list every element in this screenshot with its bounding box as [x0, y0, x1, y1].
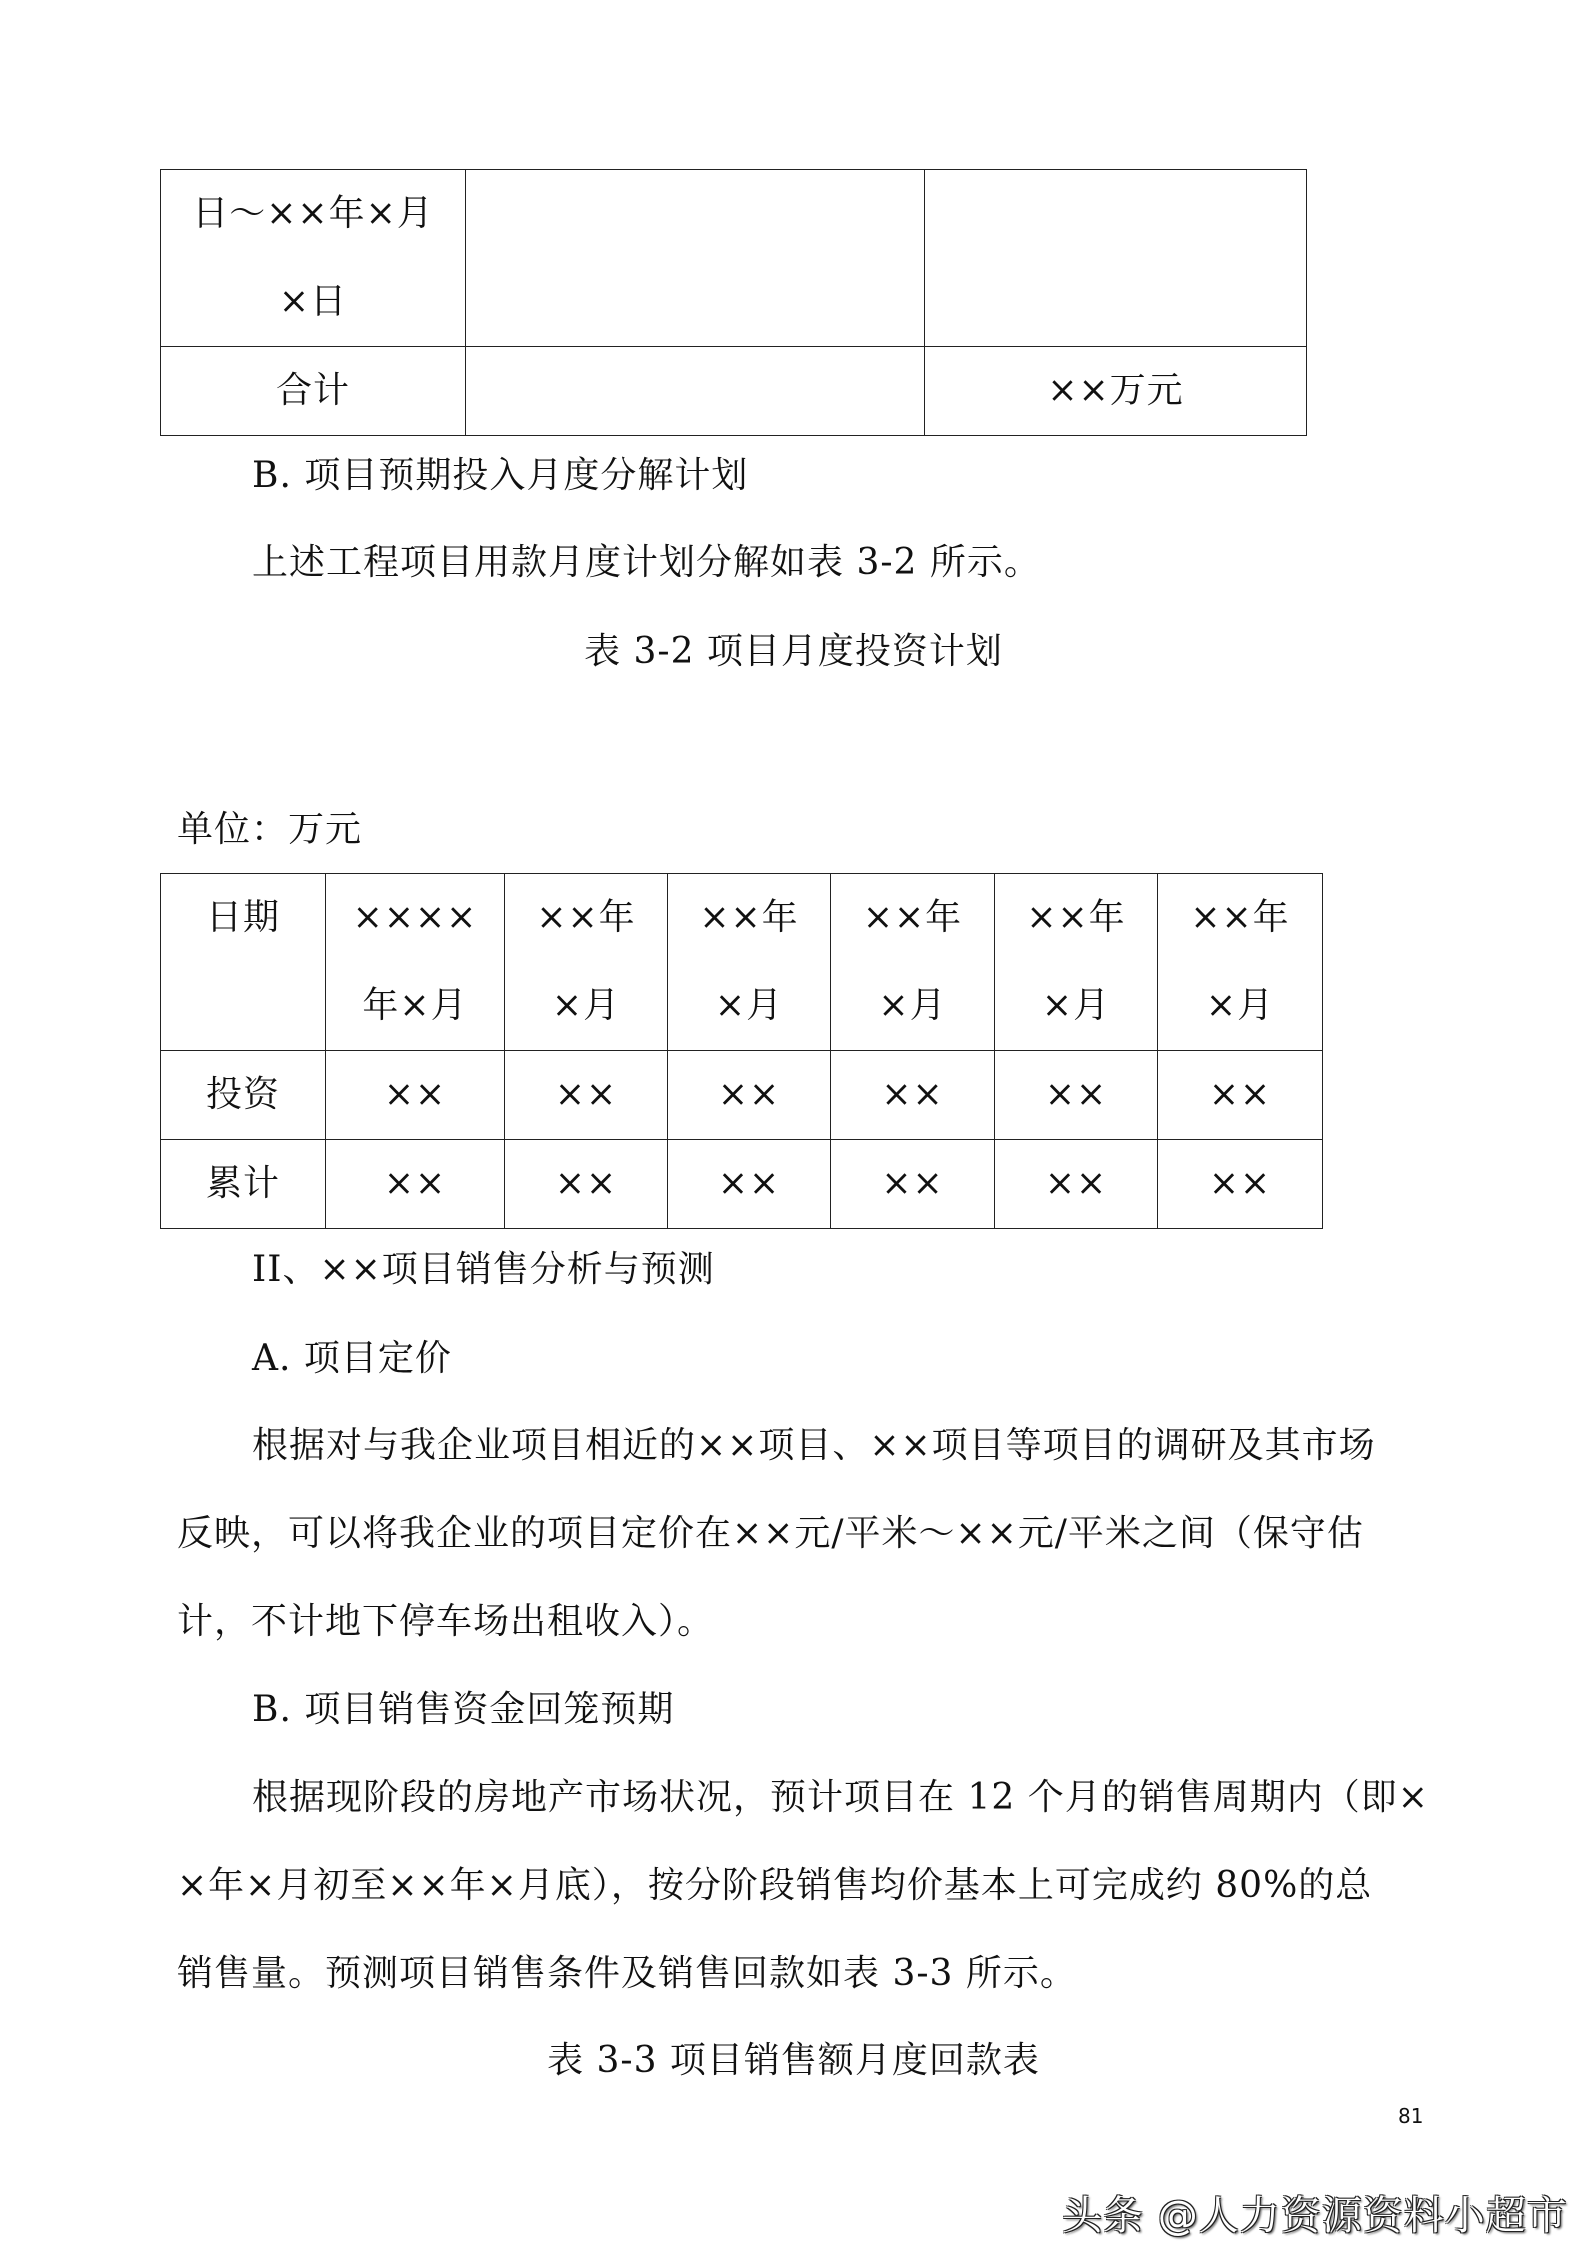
table-3-3-caption: 表 3-3 项目销售额月度回款表: [547, 2040, 1040, 2081]
header-month: [505, 874, 668, 1051]
total-value: ××万元: [925, 347, 1307, 436]
table-row-investment: [161, 1051, 1323, 1140]
cell: [925, 170, 1307, 347]
section-b-heading: B. 项目预期投入月度分解计划: [252, 455, 749, 496]
period-line2: ×日: [278, 281, 348, 322]
total-label: 合计: [161, 347, 466, 436]
header-month: [668, 874, 831, 1051]
table-row: [161, 170, 1307, 347]
month-line2: ×月: [1041, 985, 1111, 1026]
cell: ××: [831, 1140, 995, 1229]
month-line1: ××年: [1026, 897, 1126, 938]
cell: ××: [1158, 1051, 1323, 1140]
month-line1: ××年: [862, 897, 963, 938]
period-cell: [161, 170, 466, 347]
paragraph-line: 根据现阶段的房地产市场状况，预计项目在 12 个月的销售周期内（即×: [252, 1777, 1429, 1818]
cell: ××: [326, 1140, 505, 1229]
cell: ××: [995, 1051, 1158, 1140]
table-3-1-continued: [160, 169, 1307, 436]
section-ii-heading: II、××项目销售分析与预测: [252, 1249, 715, 1290]
cell: ××: [505, 1051, 668, 1140]
month-line2: ×月: [551, 985, 621, 1026]
unit-label: 单位：万元: [177, 809, 363, 850]
month-line2: 年×月: [362, 985, 468, 1026]
header-month: [831, 874, 995, 1051]
row-label: 投资: [161, 1051, 326, 1140]
paragraph-line: ×年×月初至××年×月底），按分阶段销售均价基本上可完成约 80%的总: [177, 1865, 1373, 1906]
cell: ××: [668, 1140, 831, 1229]
table-header-row: [161, 874, 1323, 1051]
cell: ××: [831, 1051, 995, 1140]
month-line2: ×月: [1205, 985, 1275, 1026]
header-date-label: [161, 874, 326, 1051]
cell: ××: [1158, 1140, 1323, 1229]
watermark: 头条 @人力资源资料小超市: [1062, 2193, 1568, 2239]
month-line1: ××年: [1190, 897, 1290, 938]
paragraph-line: 根据对与我企业项目相近的××项目、××项目等项目的调研及其市场: [252, 1425, 1376, 1466]
page-number: 81: [1398, 2104, 1424, 2128]
header-month: [995, 874, 1158, 1051]
month-line2: ×月: [714, 985, 784, 1026]
row-label: 累计: [161, 1140, 326, 1229]
month-line2: ×月: [878, 985, 947, 1026]
table-row-cumulative: [161, 1140, 1323, 1229]
header-month: [1158, 874, 1323, 1051]
table-3-2-caption: 表 3-2 项目月度投资计划: [584, 631, 1003, 672]
paragraph-line: 销售量。预测项目销售条件及销售回款如表 3-3 所示。: [177, 1953, 1077, 1994]
section-ii-a-heading: A. 项目定价: [252, 1338, 452, 1379]
cell: [466, 170, 925, 347]
paragraph-line: 计，不计地下停车场出租收入）。: [177, 1601, 715, 1642]
month-line1: ××年: [536, 897, 636, 938]
cell: ××: [326, 1051, 505, 1140]
cell: ××: [505, 1140, 668, 1229]
cell: [466, 347, 925, 436]
section-ii-b-heading: B. 项目销售资金回笼预期: [252, 1689, 675, 1730]
cell: ××: [668, 1051, 831, 1140]
section-b-intro: 上述工程项目用款月度计划分解如表 3-2 所示。: [252, 542, 1041, 583]
header-month: [326, 874, 505, 1051]
cell: ××: [995, 1140, 1158, 1229]
period-line1: 日～××年×月: [192, 193, 434, 234]
month-line1: ××××: [352, 897, 478, 938]
paragraph-line: 反映，可以将我企业的项目定价在××元/平米～××元/平米之间（保守估: [177, 1513, 1364, 1554]
table-row-total: [161, 347, 1307, 436]
month-line1: ××年: [699, 897, 799, 938]
header-label-text: 日期: [205, 897, 280, 938]
table-3-2-monthly-investment: [160, 873, 1323, 1229]
